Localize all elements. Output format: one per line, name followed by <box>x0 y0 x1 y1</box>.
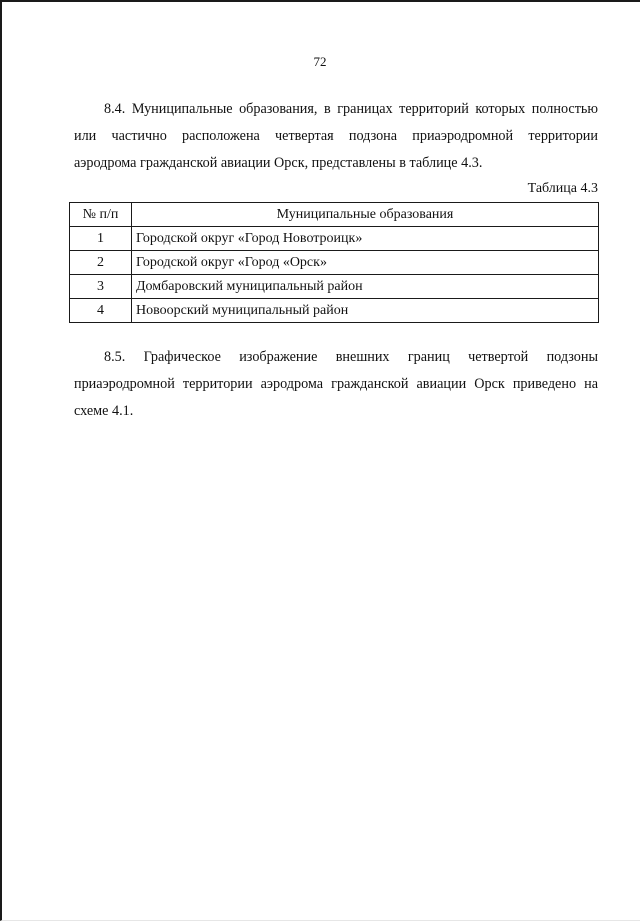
municipalities-table <box>69 202 599 323</box>
row-municipality: Новоорский муниципальный район <box>132 299 599 323</box>
paragraph-line: 8.4. Муниципальные образования, в границах территорий которых полностью <box>104 101 598 117</box>
table-header-row <box>70 203 599 227</box>
table-row <box>70 251 599 275</box>
row-municipality: Домбаровский муниципальный район <box>132 275 599 299</box>
paragraph-8-4 <box>74 96 598 177</box>
table-row <box>70 299 599 323</box>
table-caption: Таблица 4.3 <box>527 181 598 196</box>
paragraph-8-5 <box>74 344 598 425</box>
paragraph-line: 8.5. Графическое изображение внешних границ четвертой подзоны <box>104 349 598 365</box>
paragraph-line: схеме 4.1. <box>74 403 134 419</box>
paragraph-line: аэродрома гражданской авиации Орск, представлены в таблице 4.3. <box>74 155 483 171</box>
row-number: 2 <box>70 251 132 275</box>
header-municipality: Муниципальные образования <box>132 203 599 227</box>
row-municipality: Городской округ «Город «Орск» <box>132 251 599 275</box>
row-number: 4 <box>70 299 132 323</box>
header-number: № п/п <box>70 203 132 227</box>
table-row <box>70 227 599 251</box>
row-number: 3 <box>70 275 132 299</box>
paragraph-line: или частично расположена четвертая подзона приаэродромной территории <box>74 128 598 144</box>
row-municipality: Городской округ «Город Новотроицк» <box>132 227 599 251</box>
row-number: 1 <box>70 227 132 251</box>
table-row <box>70 275 599 299</box>
page-number: 72 <box>313 54 327 69</box>
paragraph-line: приаэродромной территории аэродрома гражданской авиации Орск приведено на <box>74 376 598 392</box>
